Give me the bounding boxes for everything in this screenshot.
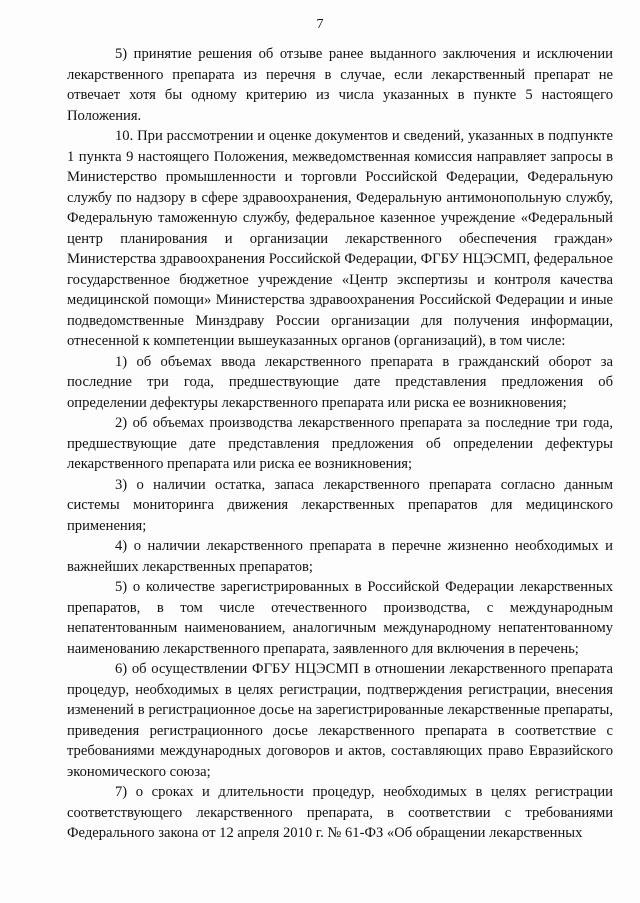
paragraph-subitem-1: 1) об объемах ввода лекарственного препарата в гражданский оборот за последние три года, предшествующие дате представления предложения об определении дефектуры лекарственного препарата или риска ее возникновения; bbox=[67, 353, 613, 411]
paragraph-subitem-3: 3) о наличии остатка, запаса лекарственного препарата согласно данным системы мониторинга движения лекарственных препаратов для медицинского применения; bbox=[67, 476, 613, 534]
paragraph-subitem-6: 6) об осуществлении ФГБУ НЦЭСМП в отношении лекарственного препарата процедур, необходимых в целях регистрации, подтверждения регистрации, внесения изменений в регистрационное досье на зарегистрированные лекарственные препараты, приведения регистрационного досье лекарственного препарата в соответствие с требованиями международных договоров и актов, составляющих право Евразийского экономического союза; bbox=[67, 661, 613, 780]
paragraph-item-5-withdrawal: 5) принятие решения об отзыве ранее выданного заключения и исключении лекарственного препарата из перечня в случае, если лекарственный препарат не отвечает хотя бы одному критерию из числа указанных в пункте 5 настоящего Положения. bbox=[67, 46, 613, 124]
paragraph-subitem-2: 2) об объемах производства лекарственного препарата за последние три года, предшествующие дате представления предложения об определении дефектуры лекарственного препарата или риска ее возникновения; bbox=[67, 415, 613, 472]
document-body bbox=[67, 44, 613, 844]
paragraph-subitem-5: 5) о количестве зарегистрированных в Российской Федерации лекарственных препаратов, в том числе отечественного производства, с международным непатентованным наименованием, аналогичным международному непатентованному наименованию лекарственного препарата, заявленного для включения в перечень; bbox=[67, 579, 613, 657]
paragraph-point-10: 10. При рассмотрении и оценке документов и сведений, указанных в подпункте 1 пункта 9 настоящего Положения, межведомственная комиссия направляет запросы в Министерство промышленности и торговли Российской Федерации, Федеральную службу по надзору в сфере здравоохранения, Федеральную антимонопольную службу, Федеральную таможенную службу, федеральное казенное учреждение «Федеральный центр планирования и организации лекарственного обеспечения граждан» Министерства здравоохранения Российской Федерации, ФГБУ НЦЭСМП, федеральное государственное бюджетное учреждение «Центр экспертизы и контроля качества медицинской помощи» Министерства здравоохранения Российской Федерации и иные подведомственные Минздраву России организации для получения информации, отнесенной к компетенции вышеуказанных органов (организаций), в том числе: bbox=[67, 128, 613, 349]
page-number: 7 bbox=[316, 17, 324, 32]
paragraph-subitem-7: 7) о сроках и длительности процедур, необходимых в целях регистрации соответствующего лекарственного препарата, в соответствии с требованиями Федерального закона от 12 апреля 2010 г. № 61-ФЗ «Об обращении лекарственных bbox=[67, 784, 613, 841]
paragraph-subitem-4: 4) о наличии лекарственного препарата в перечне жизненно необходимых и важнейших лекарственных препаратов; bbox=[67, 538, 613, 575]
